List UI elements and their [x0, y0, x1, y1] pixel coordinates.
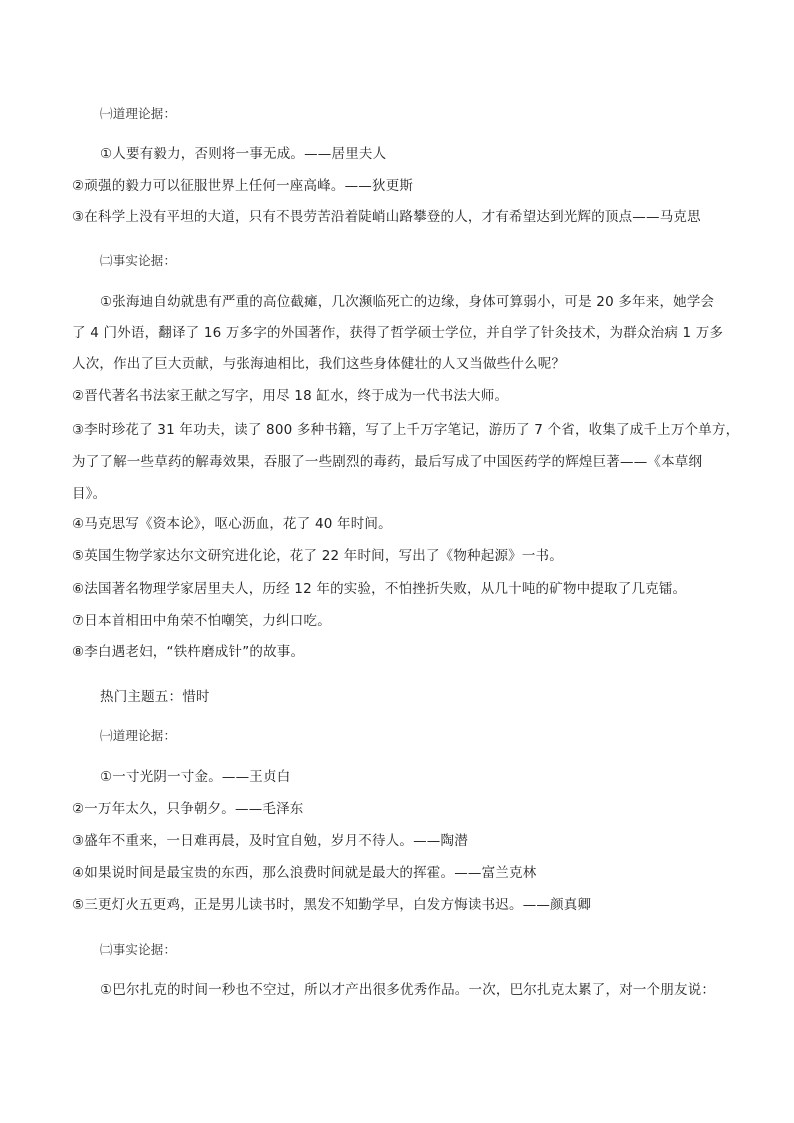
fact-line: ①张海迪自幼就患有严重的高位截瘫，几次濒临死亡的边缘，身体可算弱小，可是 20 多年来，她学会 — [100, 294, 715, 310]
quote-line: ②顽强的毅力可以征服世界上任何一座高峰。——狄更斯 — [72, 178, 414, 194]
fact-line: 了 4 门外语，翻译了 16 万多字的外国著作，获得了哲学硕士学位，并自学了针灸技术，为群众治病 1 万多 — [72, 325, 724, 341]
fact-line: 人次，作出了巨大贡献，与张海迪相比，我们这些身体健壮的人又当做些什么呢？ — [72, 356, 566, 372]
fact-line: ②晋代著名书法家王献之写字，用尽 18 缸水，终于成为一代书法大师。 — [72, 388, 509, 404]
quote-line: ⑤三更灯火五更鸡，正是男儿读书时，黑发不知勤学早，白发方悔读书迟。——颜真卿 — [72, 897, 592, 913]
fact-line: ⑤英国生物学家达尔文研究进化论，花了 22 年时间，写出了《物种起源》一书。 — [72, 548, 563, 564]
section-heading: ㈡事实论据： — [100, 942, 177, 957]
fact-line: ⑧李白遇老妇，“铁杵磨成针”的故事。 — [72, 644, 305, 660]
fact-line: 为了了解一些草药的解毒效果，吞服了一些剧烈的毒药，最后写成了中国医药学的辉煌巨著——《本草纲 — [72, 454, 703, 470]
section-heading: ㈠道理论据： — [100, 728, 177, 743]
fact-line: ①巴尔扎克的时间一秒也不空过，所以才产出很多优秀作品。一次，巴尔扎克太累了，对一个朋友说： — [100, 982, 716, 998]
fact-line: ④马克思写《资本论》，呕心沥血，花了 40 年时间。 — [72, 516, 392, 532]
topic-title: 热门主题五：惜时 — [100, 689, 210, 705]
fact-line: 目》。 — [72, 486, 107, 502]
fact-line: ⑦日本首相田中角荣不怕嘲笑，力纠口吃。 — [72, 613, 331, 629]
quote-line: ④如果说时间是最宝贵的东西，那么浪费时间就是最大的挥霍。——富兰克林 — [72, 865, 537, 881]
quote-line: ③盛年不重来，一日难再晨，及时宜自勉，岁月不待人。——陶潜 — [72, 833, 468, 849]
fact-line: ③李时珍花了 31 年功夫，读了 800 多种书籍，写了上千万字笔记，游历了 7 个省，收集了成千上万个单方， — [72, 422, 740, 438]
quote-line: ①人要有毅力，否则将一事无成。——居里夫人 — [100, 146, 387, 162]
fact-line: ⑥法国著名物理学家居里夫人，历经 12 年的实验，不怕挫折失败，从几十吨的矿物中提取了几克镭。 — [72, 581, 687, 597]
quote-line: ①一寸光阴一寸金。——王贞白 — [100, 769, 291, 785]
section-heading: ㈡事实论据： — [100, 253, 177, 268]
quote-line: ③在科学上没有平坦的大道，只有不畏劳苦沿着陡峭山路攀登的人，才有希望达到光辉的顶点——马克思 — [72, 209, 701, 225]
section-heading: ㈠道理论据： — [100, 106, 177, 121]
quote-line: ②一万年太久，只争朝夕。——毛泽东 — [72, 801, 304, 817]
